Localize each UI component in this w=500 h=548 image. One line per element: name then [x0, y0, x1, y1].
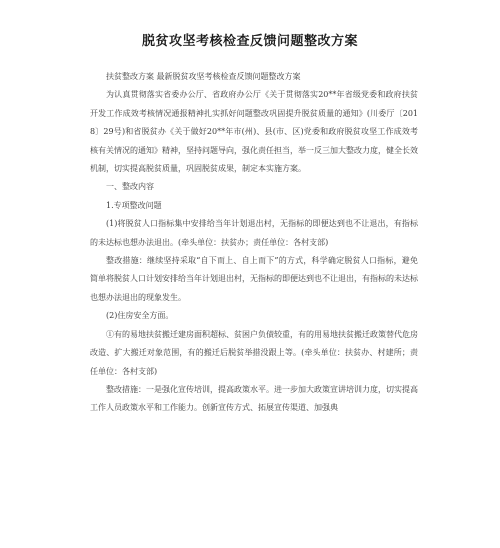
paragraph-item-2-heading: (2)住房安全方面。: [106, 311, 174, 321]
subsection-heading-1: 1.专项整改问题: [106, 200, 162, 210]
paragraph-item-1: (1)将脱贫人口指标集中安排给当年计划退出村，无指标的即便达到也不让退出，有指标的未达标也想办法退出。(牵头单位：扶贫办；责任单位：各村支部): [90, 219, 418, 247]
paragraph-subtitle: 扶贫整改方案 最新脱贫攻坚考核检查反馈问题整改方案: [106, 72, 301, 81]
document-title: 脱贫攻坚考核检查反馈问题整改方案: [141, 34, 358, 49]
paragraph-intro: 为认真贯彻落实省委办公厅、省政府办公厅《关于贯彻落实20**年省级党委和政府扶贫开发工作成效考核情况通报精神扎实抓好问题整改巩固提升脱贫质量的通知》(川委厅〔2018〕29号)和省脱贫办《关于做好20**年市(州)、县(市、区)党委和政府脱贫攻坚工作成效考核有关情况的通知》精神，坚持问题导向，强化责任担当，举一反三加大整改力度，健全长效机制，切实提高脱贫质量，巩固脱贫成果，制定本实施方案。: [90, 90, 418, 174]
document-body: [90, 68, 418, 418]
paragraph-measure-1: 整改措施：继续坚持采取“自下而上、自上而下”的方式，科学确定脱贫人口指标，避免简单将脱贫人口计划安排给当年计划退出村，无指标的即便达到也不让退出，有指标的未达标也想办法退出的现象发生。: [90, 256, 418, 302]
paragraph-measure-2: 整改措施：一是强化宣传培训，提高政策水平。进一步加大政策宣讲培训力度，切实提高工作人员政策水平和工作能力。创新宣传方式、拓展宣传渠道、加强典: [90, 384, 418, 413]
section-heading-1: 一、整改内容: [106, 182, 154, 192]
paragraph-item-2: ①有的易地扶贫搬迁建房面积超标、贫困户负债较重，有的用易地扶贫搬迁政策替代危房改造、扩大搬迁对象范围，有的搬迁后脱贫举措没跟上等。(牵头单位：扶贫办、村建所；责任单位：各村支部): [90, 329, 418, 376]
